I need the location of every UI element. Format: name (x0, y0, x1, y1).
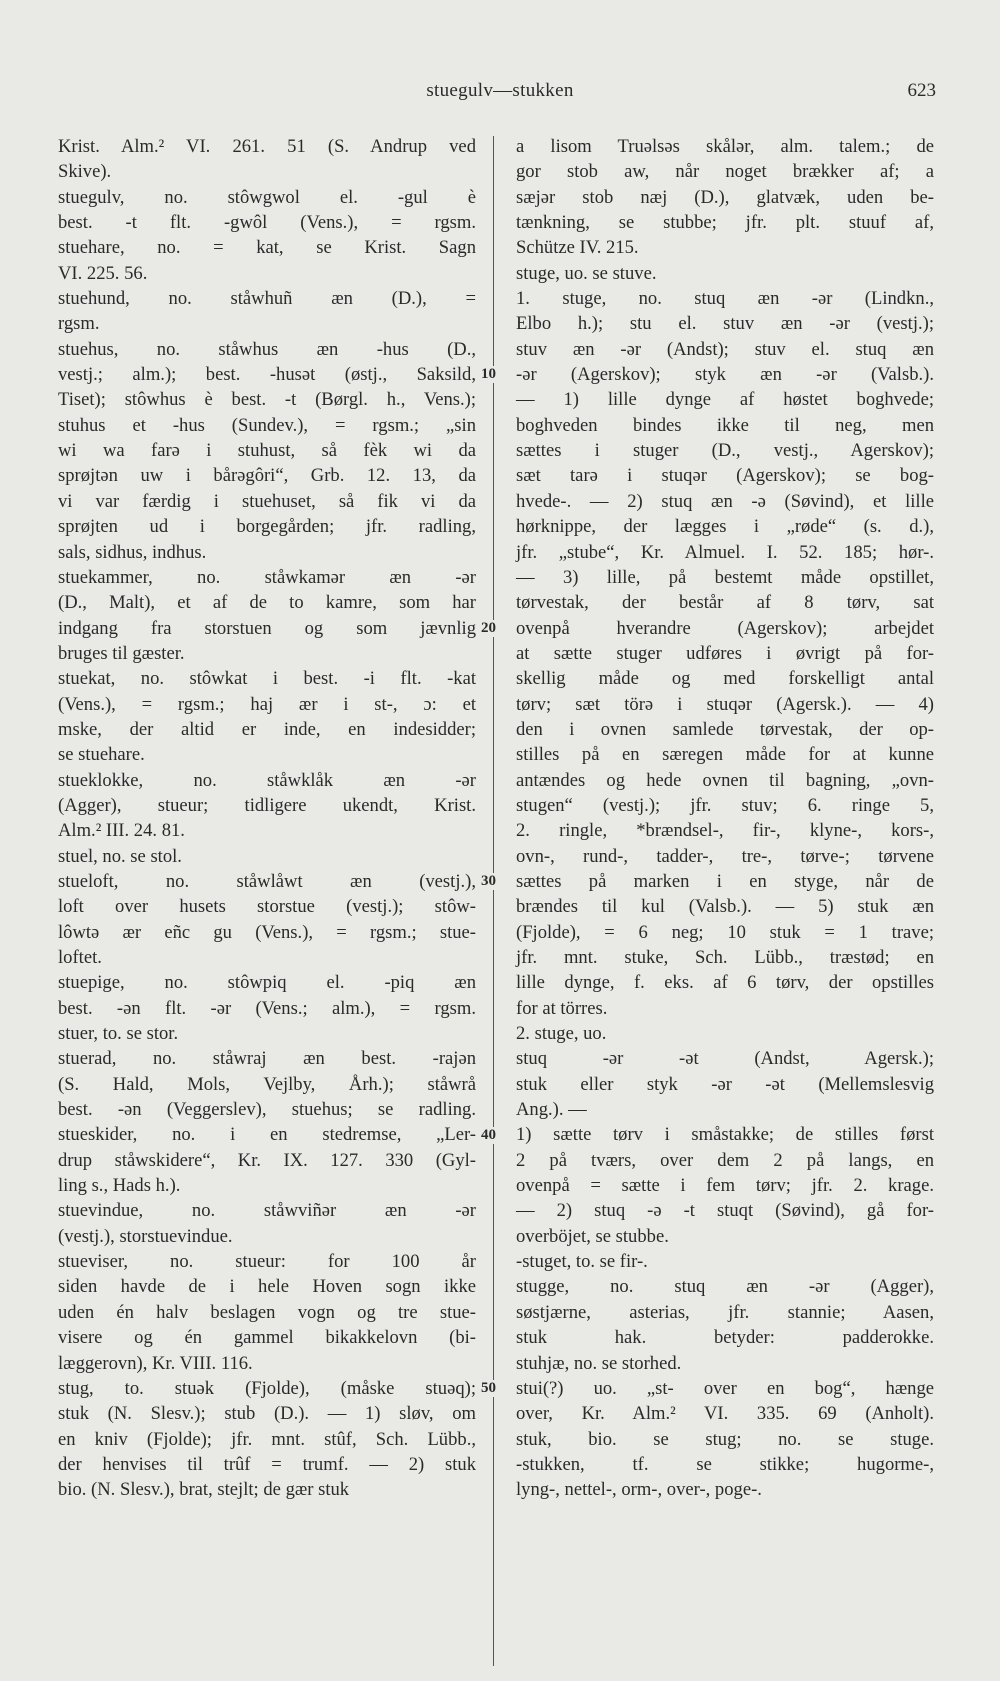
text-line: indgang fra storstuen og som jævnlig (58, 617, 476, 639)
text-line: stuq -ər -ət (Andst, Agersk.); (516, 1048, 934, 1070)
text-line: stuk, bio. se stug; no. se stuge. (516, 1428, 934, 1450)
text-line: drup ståwskidere“, Kr. IX. 127. 330 (Gyl- (58, 1149, 476, 1171)
text-line: boghveden bindes ikke til neg, men (516, 414, 934, 436)
text-line: 2. ringle, *brændsel-, fir-, klyne-, kors-, (516, 820, 934, 842)
text-line: uden én halv beslagen vogn og tre stue- (58, 1301, 476, 1323)
text-line: stueskider, no. i en stedremse, „Ler- (58, 1124, 476, 1146)
text-line: tørv; sæt törə i stuqər (Agersk.). — 4) (516, 693, 934, 715)
text-line: -ər (Agerskov); styk æn -ər (Valsb.). (516, 364, 934, 386)
text-line: stueviser, no. stueur: for 100 år (58, 1251, 476, 1273)
text-line: (D., Malt), et af de to kamre, som har (58, 592, 476, 614)
text-line: (Fjolde), = 6 neg; 10 stuk = 1 trave; (516, 921, 934, 943)
text-line: — 2) stuq -ə -t stuqt (Søvind), gå for- (516, 1200, 934, 1222)
text-line: Elbo h.); stu el. stuv æn -ər (vestj.); (516, 313, 934, 335)
text-line: brændes til kul (Valsb.). — 5) stuk æn (516, 896, 934, 918)
text-line: ovn-, rund-, tadder-, tre-, tørve-; tørvene (516, 845, 934, 867)
text-line: stugge, no. stuq æn -ər (Agger), (516, 1276, 934, 1298)
text-line: se stuehare. (58, 744, 145, 766)
text-line: vestj.; alm.); best. -husət (østj., Saksild, (58, 364, 476, 386)
text-line: VI. 225. 56. (58, 262, 148, 284)
text-line: Skive). (58, 161, 112, 183)
text-line: stueloft, no. ståwlåwt æn (vestj.), (58, 870, 476, 892)
text-line: hørknippe, der lægges i „røde“ (s. d.), (516, 516, 934, 538)
text-line: best. -ən (Veggerslev), stuehus; se radling. (58, 1099, 476, 1121)
text-line: — 1) lille dynge af høstet boghvede; (516, 389, 934, 411)
text-line: hvede-. — 2) stuq æn -ə (Søvind), et lille (516, 490, 934, 512)
text-line: sprøjten ud i borgegården; jfr. radling, (58, 516, 476, 538)
text-line: stuel, no. se stol. (58, 845, 182, 867)
text-line: siden havde de i hele Hoven sogn ikke (58, 1276, 476, 1298)
text-line: stuekammer, no. ståwkamər æn -ər (58, 566, 476, 588)
text-line: skellig måde og med forskelligt antal (516, 668, 934, 690)
text-line: best. -t flt. -gwôl (Vens.), = rgsm. (58, 212, 476, 234)
text-line: Tiset); stôwhus è best. -t (Børgl. h., Vens.); (58, 389, 476, 411)
text-line: stuevindue, no. ståwviñər æn -ər (58, 1200, 476, 1222)
text-line: jfr. mnt. stuke, Sch. Lübb., træstød; en (516, 947, 934, 968)
text-line: jfr. „stube“, Kr. Almuel. I. 52. 185; hør-. (516, 541, 934, 563)
text-line: tænkning, se stubbe; jfr. plt. stuuf af, (516, 212, 934, 234)
text-line: stuv æn -ər (Andst); stuv el. stuq æn (516, 338, 934, 360)
text-line: stuekat, no. stôwkat i best. -i flt. -kat (58, 668, 476, 690)
text-line: den i ovnen samlede tørvestak, der op- (516, 718, 934, 740)
text-line: bruges til gæster. (58, 642, 185, 664)
text-line: -stuget, to. se fir-. (516, 1251, 648, 1273)
text-line: stuepige, no. stôwpiq el. -piq æn (58, 972, 476, 994)
text-line: best. -ən flt. -ər (Vens.; alm.), = rgsm. (58, 997, 476, 1019)
left-column (58, 134, 476, 1503)
text-line: stuhjæ, no. se storhed. (516, 1352, 682, 1374)
text-line: der henvises til trûf = trumf. — 2) stuk (58, 1453, 476, 1475)
text-line: stui(?) uo. „st- over en bog“, hænge (516, 1377, 934, 1399)
text-line: stuehare, no. = kat, se Krist. Sagn (58, 237, 476, 259)
text-line: 1) sætte tørv i småstakke; de stilles først (516, 1124, 934, 1146)
text-line: vi var færdig i stuehuset, så fik vi da (58, 490, 476, 512)
text-line: at sætte stuger udføres i øvrigt på for- (516, 642, 934, 664)
text-line: stuge, uo. se stuve. (516, 262, 657, 284)
text-line: a lisom Truəlsəs skålər, alm. talem.; de (516, 136, 934, 157)
text-line: stuk (N. Slesv.); stub (D.). — 1) sløv, om (58, 1403, 476, 1425)
line-number-marker: 30 (481, 873, 496, 890)
text-line: 1. stuge, no. stuq æn -ər (Lindkn., (516, 288, 934, 310)
text-line: for at törres. (516, 997, 608, 1019)
text-line: stuehus, no. ståwhus æn -hus (D., (58, 338, 476, 360)
text-line: ovenpå = sætte i fem tørv; jfr. 2. krage. (516, 1175, 934, 1197)
text-line: Krist. Alm.² VI. 261. 51 (S. Andrup ved (58, 136, 476, 157)
text-line: sals, sidhus, indhus. (58, 541, 207, 563)
text-line: loftet. (58, 947, 102, 968)
text-line: stuer, to. se stor. (58, 1023, 179, 1045)
text-line: 2 på tværs, over dem 2 på langs, en (516, 1149, 934, 1171)
text-line: stuk hak. betyder: padderokke. (516, 1327, 934, 1349)
running-head: stuegulv—stukken (426, 80, 574, 101)
text-line: en kniv (Fjolde); jfr. mnt. stûf, Sch. Lübb., (58, 1428, 476, 1450)
text-line: sæt tarə i stuqər (Agerskov); se bog- (516, 465, 934, 487)
text-line: sættes i stuger (D., vestj., Agerskov); (516, 440, 934, 462)
line-number-marker: 20 (481, 619, 496, 636)
text-line: 2. stuge, uo. (516, 1023, 607, 1045)
text-line: (vestj.), storstuevindue. (58, 1225, 233, 1247)
text-line: stuegulv, no. stôwgwol el. -gul è (58, 186, 476, 208)
text-line: stug, to. stuək (Fjolde), (måske stuəq); (58, 1377, 476, 1399)
text-line: stueklokke, no. ståwklåk æn -ər (58, 769, 476, 791)
text-line: lyng-, nettel-, orm-, over-, poge-. (516, 1479, 762, 1501)
text-line: overböjet, se stubbe. (516, 1225, 669, 1247)
text-line: tørvestak, der består af 8 tørv, sat (516, 592, 934, 614)
text-line: -stukken, tf. se stikke; hugorme-, (516, 1453, 934, 1475)
text-line: bio. (N. Slesv.), brat, stejlt; de gær stuk (58, 1479, 350, 1501)
text-line: visere og én gammel bikakkelovn (bi- (58, 1327, 476, 1349)
text-line: ovenpå hverandre (Agerskov); arbejdet (516, 617, 934, 639)
text-line: stuhus et -hus (Sundev.), = rgsm.; „sin (58, 414, 476, 436)
text-line: Schütze IV. 215. (516, 237, 639, 259)
text-line: — 3) lille, på bestemt måde opstillet, (516, 566, 934, 588)
text-line: søstjærne, asterias, jfr. stannie; Aasen, (516, 1301, 934, 1323)
text-line: (S. Hald, Mols, Vejlby, Årh.); ståwrå (58, 1073, 476, 1095)
text-line: over, Kr. Alm.² VI. 335. 69 (Anholt). (516, 1403, 934, 1425)
text-line: stilles på en særegen måde for at kunne (516, 744, 934, 766)
text-line: sættes på marken i en styge, når de (516, 870, 934, 892)
text-line: rgsm. (58, 313, 100, 335)
text-line: Alm.² III. 24. 81. (58, 820, 185, 842)
text-line: (Vens.), = rgsm.; haj ær i st-, ɔ: et (58, 693, 476, 715)
line-number-marker: 50 (481, 1380, 496, 1397)
text-line: ling s., Hads h.). (58, 1175, 181, 1197)
text-line: antændes og hede ovnen til bagning, „ovn- (516, 769, 934, 791)
text-line: stuerad, no. ståwraj æn best. -rajən (58, 1048, 476, 1070)
text-line: sæjər stob næj (D.), glatvæk, uden be- (516, 186, 934, 208)
text-line: lôwtə ær eñc gu (Vens.), = rgsm.; stue- (58, 921, 476, 943)
text-line: gor stob aw, når noget brækker af; a (516, 161, 934, 183)
text-line: wi wa farə i stuhust, så fèk wi da (58, 440, 476, 462)
text-line: stugen“ (vestj.); jfr. stuv; 6. ringe 5, (516, 794, 934, 816)
right-column (516, 134, 934, 1503)
text-line: stuk eller styk -ər -ət (Mellemslesvig (516, 1073, 934, 1095)
text-line: sprøjtən uw i bårəgôri“, Grb. 12. 13, da (58, 465, 476, 487)
text-line: stuehund, no. ståwhuñ æn (D.), = (58, 288, 476, 310)
text-line: loft over husets storstue (vestj.); stôw- (58, 896, 476, 918)
line-number-marker: 40 (481, 1126, 496, 1143)
text-line: (Agger), stueur; tidligere ukendt, Krist. (58, 794, 476, 816)
text-line: Ang.). — (516, 1099, 587, 1121)
text-line: lille dynge, f. eks. af 6 tørv, der opstilles (516, 972, 934, 994)
text-line: mske, der altid er inde, en indesidder; (58, 718, 476, 740)
line-number-marker: 10 (481, 366, 496, 383)
text-line: læggerovn), Kr. VIII. 116. (58, 1352, 253, 1374)
page-number: 623 (907, 80, 936, 101)
